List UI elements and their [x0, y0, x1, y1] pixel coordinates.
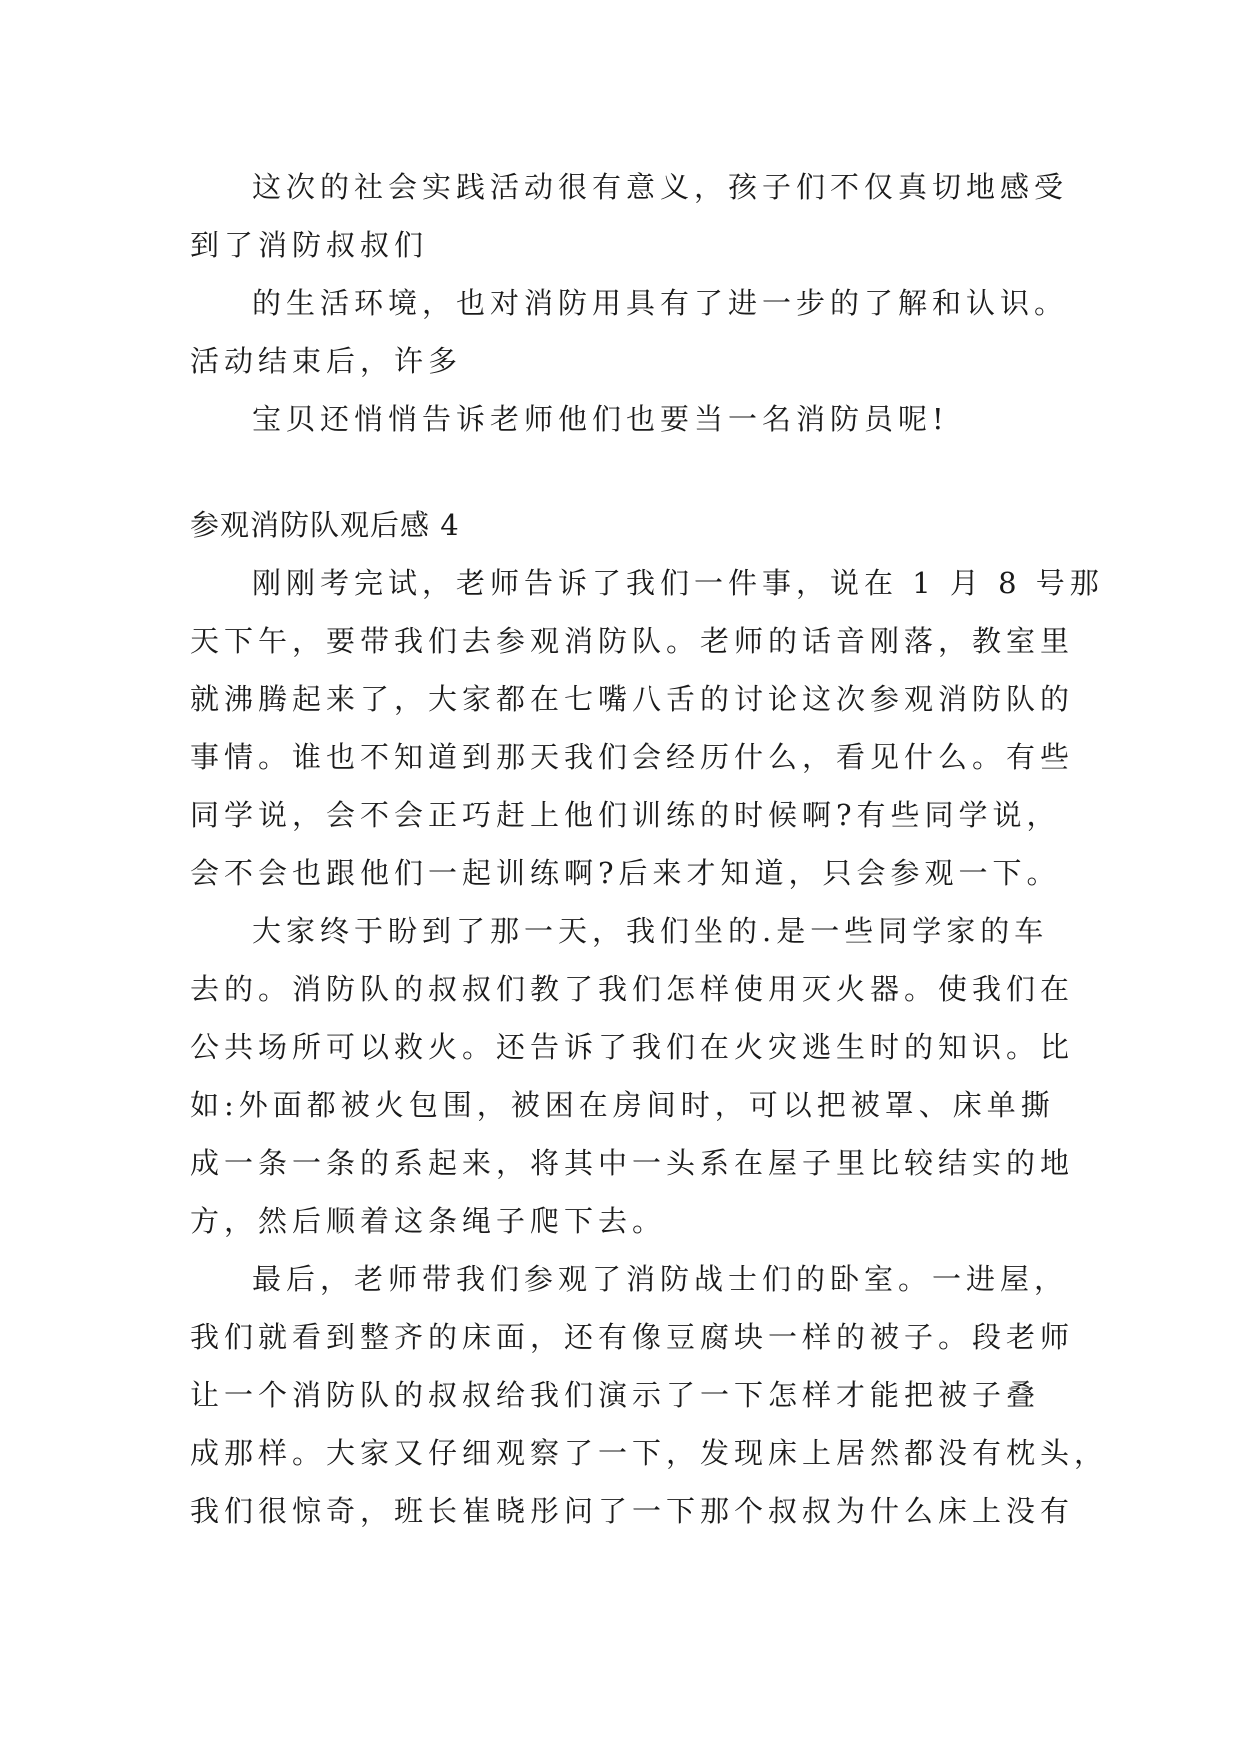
text-line: 就沸腾起来了，大家都在七嘴八舌的讨论这次参观消防队的: [190, 682, 1075, 716]
text-line: 成那样。大家又仔细观察了一下，发现床上居然都没有枕头，: [190, 1436, 1109, 1470]
section-title: 参观消防队观后感 4: [190, 508, 460, 542]
document-body: [190, 158, 1109, 1540]
text-line: 大家终于盼到了那一天，我们坐的.是一些同学家的车: [252, 914, 1049, 948]
text-line: 方，然后顺着这条绳子爬下去。: [190, 1204, 667, 1238]
text-line: 天下午，要带我们去参观消防队。老师的话音刚落，教室里: [190, 624, 1075, 658]
intro-paragraph: [190, 158, 1069, 448]
text-line: 最后，老师带我们参观了消防战士们的卧室。一进屋，: [252, 1262, 1069, 1296]
text-line: 刚刚考完试，老师告诉了我们一件事，说在 1 月 8 号那: [252, 566, 1104, 600]
text-line: 去的。消防队的叔叔们教了我们怎样使用灭火器。使我们在: [190, 972, 1075, 1006]
paragraph-1: [190, 554, 1104, 902]
paragraph-3: [190, 1250, 1109, 1540]
text-line: 同学说，会不会正巧赶上他们训练的时候啊?有些同学说，: [190, 798, 1061, 832]
text-line: 的生活环境，也对消防用具有了进一步的了解和认识。: [252, 286, 1069, 320]
text-line: 让一个消防队的叔叔给我们演示了一下怎样才能把被子叠: [190, 1378, 1041, 1412]
text-line: 会不会也跟他们一起训练啊?后来才知道，只会参观一下。: [190, 856, 1061, 890]
text-line: 公共场所可以救火。还告诉了我们在火灾逃生时的知识。比: [190, 1030, 1075, 1064]
text-line: 我们很惊奇，班长崔晓彤问了一下那个叔叔为什么床上没有: [190, 1494, 1075, 1528]
text-line: 成一条一条的系起来，将其中一头系在屋子里比较结实的地: [190, 1146, 1075, 1180]
text-line: 宝贝还悄悄告诉老师他们也要当一名消防员呢!: [252, 402, 949, 436]
text-line: 到了消防叔叔们: [190, 228, 429, 262]
text-line: 事情。谁也不知道到那天我们会经历什么，看见什么。有些: [190, 740, 1075, 774]
text-line: 活动结束后，许多: [190, 344, 463, 378]
text-line: 我们就看到整齐的床面，还有像豆腐块一样的被子。段老师: [190, 1320, 1075, 1354]
text-line: 如:外面都被火包围，被困在房间时，可以把被罩、床单撕: [190, 1088, 1055, 1122]
paragraph-2: [190, 902, 1075, 1250]
text-line: 这次的社会实践活动很有意义，孩子们不仅真切地感受: [252, 170, 1069, 204]
